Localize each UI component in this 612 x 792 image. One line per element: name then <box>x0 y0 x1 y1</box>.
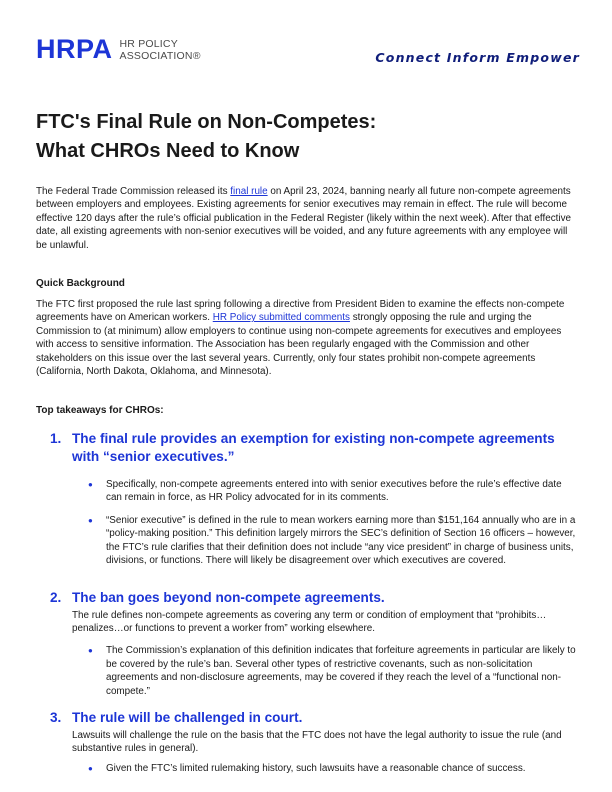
final-rule-link[interactable]: final rule <box>230 186 268 197</box>
takeaway-description: Lawsuits will challenge the rule on the basis that the FTC does not have the legal authority to issue the rule (and substantive rules in general). <box>72 729 562 754</box>
hrpa-logo[interactable] <box>36 36 201 63</box>
quick-background-heading: Quick Background <box>36 278 125 289</box>
takeaway-title <box>50 430 580 465</box>
tagline: Connect Inform Empower <box>375 50 580 65</box>
takeaway-heading-text: The ban goes beyond non-compete agreements. <box>72 590 385 605</box>
header <box>36 36 580 70</box>
logo-mark: HRPA <box>36 34 113 64</box>
bullet-dot-icon: ● <box>88 646 93 656</box>
takeaway-title <box>50 709 580 727</box>
bullet-text: The Commission’s explanation of this definition indicates that forfeiture agreements in particular are likely to be covered by the rule’s ban. Several other types of restrictive covenants, such as non-solicitation agreements and non-disclosure agreements, may be covered if they reach the level of a “functional non-compete.” <box>106 645 576 697</box>
bullet-dot-icon: ● <box>88 480 93 489</box>
takeaway-number: 2. <box>50 590 62 605</box>
logo-line-2: ASSOCIATION® <box>119 49 201 62</box>
takeaway-number: 3. <box>50 710 62 725</box>
title-line-2: What CHROs Need to Know <box>36 140 300 162</box>
takeaway-1 <box>50 430 580 567</box>
background-text-before: The FTC first proposed the rule last spring following a directive from President Biden to examine the effects non-compete agreements have on American workers. <box>36 299 565 324</box>
logo-subtitle <box>120 38 201 62</box>
takeaway-3 <box>50 709 580 776</box>
page-title <box>36 108 576 166</box>
title-line-1: FTC's Final Rule on Non-Competes: <box>36 111 377 133</box>
bullet-item <box>88 478 580 505</box>
takeaways-heading: Top takeaways for CHROs: <box>36 405 164 416</box>
bullet-item <box>88 644 580 698</box>
bullet-text: “Senior executive” is defined in the rule to mean workers earning more than $151,164 annually who are in a “policy-making position.” This definition largely mirrors the SEC’s definition of Section 16 officers – however, the FTC’s rule clarifies that their definition does not include “any vice president” in charge of business units, divisions, or functions. There will likely be disagreement over which executives are covered. <box>106 514 576 567</box>
submitted-comments-link[interactable]: HR Policy submitted comments <box>212 312 350 324</box>
bullet-dot-icon: ● <box>88 764 93 774</box>
takeaway-heading-text: The final rule provides an exemption for existing non-compete agreements with “senior executives.” <box>72 431 555 464</box>
takeaway-number: 1. <box>50 431 62 446</box>
bullet-text: Specifically, non-compete agreements entered into with senior executives before the rule’s effective date can remain in force, as HR Policy advocated for in its comments. <box>106 479 562 504</box>
intro-text-after: on April 23, 2024, banning nearly all future non-compete agreements between employers and employees. Existing agreements for senior executives may remain in effect. The rule will become effective 120 days after the rule’s official publication in the Federal Register (likely within the next week). After that effective date, all existing agreements with non-senior executives will be voided, and any future agreements with any employee will be unlawful. <box>36 186 571 251</box>
bullet-item <box>88 762 580 775</box>
takeaway-description: The rule defines non-compete agreements as covering any term or condition of employment that “prohibits…penalizes…or functions to prevent a worker from” working elsewhere. <box>72 609 547 634</box>
background-paragraph <box>36 298 581 378</box>
intro-text-before: The Federal Trade Commission released its <box>36 186 231 197</box>
takeaway-heading-text: The rule will be challenged in court. <box>72 710 303 725</box>
bullet-text: Given the FTC’s limited rulemaking history, such lawsuits have a reasonable chance of success. <box>106 763 526 775</box>
bullet-dot-icon: ● <box>88 515 93 525</box>
intro-paragraph <box>36 185 581 252</box>
background-text-after: strongly opposing the rule and urging the Commission to (at minimum) allow employers to continue using non-compete agreements for executives and employees with access to sensitive information. The Association has been regularly engaged with the Commission and other stakeholders on this issue over the last several years. Currently, only four states prohibit non-compete agreements (California, North Dakota, Oklahoma, and Minnesota). <box>36 312 562 378</box>
takeaway-2 <box>50 589 580 698</box>
logo-line-1: HR POLICY <box>119 37 178 50</box>
takeaway-title <box>50 589 580 607</box>
bullet-item <box>88 514 580 568</box>
